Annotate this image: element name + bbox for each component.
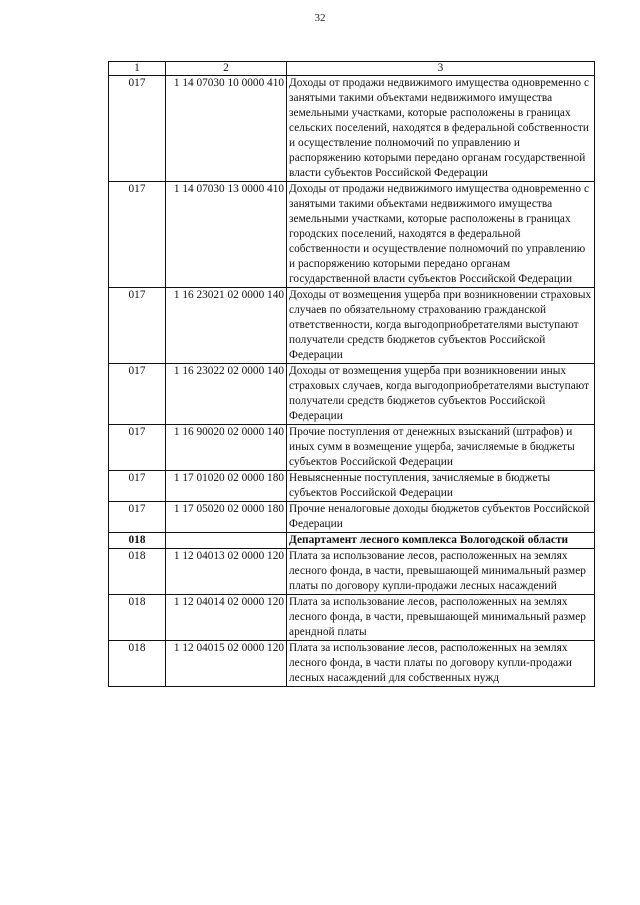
table-row bbox=[109, 641, 595, 687]
revenue-code-cell: 1 16 90020 02 0000 140 bbox=[166, 425, 287, 471]
table-body bbox=[109, 76, 595, 687]
page-number: 32 bbox=[314, 12, 326, 24]
column-header-2: 2 bbox=[166, 62, 287, 76]
column-header-1: 1 bbox=[109, 62, 166, 76]
table-row bbox=[109, 425, 595, 471]
admin-code-cell: 018 bbox=[109, 595, 166, 641]
admin-code-cell: 017 bbox=[109, 425, 166, 471]
revenue-name-cell: Прочие поступления от денежных взысканий (штрафов) и иных сумм в возмещение ущерба, зачисляемые в бюджеты субъектов Российской Федерации bbox=[287, 425, 595, 471]
revenue-name-cell: Доходы от продажи недвижимого имущества одновременно с занятыми такими объектами недвижимого имущества земельными участками, которые расположены в границах сельских поселений, находятся в федеральной собственности и осуществление полномочий по управлению и распоряжению которыми передано органам государственной власти субъектов Российской Федерации bbox=[287, 76, 595, 182]
revenue-code-cell: 1 12 04013 02 0000 120 bbox=[166, 549, 287, 595]
revenue-name-cell: Плата за использование лесов, расположенных на землях лесного фонда, в части платы по договору купли-продажи лесных насаждений для собственных нужд bbox=[287, 641, 595, 687]
revenue-code-cell: 1 17 01020 02 0000 180 bbox=[166, 471, 287, 502]
table-row bbox=[109, 549, 595, 595]
revenue-code-cell: 1 14 07030 13 0000 410 bbox=[166, 182, 287, 288]
admin-code-cell: 018 bbox=[109, 549, 166, 595]
admin-code-cell: 017 bbox=[109, 76, 166, 182]
revenue-name-cell: Доходы от продажи недвижимого имущества одновременно с занятыми такими объектами недвижимого имущества земельными участками, которые расположены в границах городских поселений, находятся в федеральной собственности и осуществление полномочий по управлению и распоряжению которыми передано органам государственной власти субъектов Российской Федерации bbox=[287, 182, 595, 288]
header-row bbox=[109, 62, 595, 76]
table-row bbox=[109, 502, 595, 533]
admin-code-cell: 018 bbox=[109, 641, 166, 687]
revenue-name-cell: Плата за использование лесов, расположенных на землях лесного фонда, в части, превышающей минимальный размер арендной платы bbox=[287, 595, 595, 641]
department-name-cell: Департамент лесного комплекса Вологодской области bbox=[287, 533, 595, 549]
revenue-codes-table bbox=[108, 61, 595, 687]
table-row bbox=[109, 471, 595, 502]
revenue-code-cell: 1 16 23021 02 0000 140 bbox=[166, 288, 287, 364]
admin-code-cell: 017 bbox=[109, 502, 166, 533]
revenue-code-cell: 1 14 07030 10 0000 410 bbox=[166, 76, 287, 182]
admin-code-cell: 017 bbox=[109, 288, 166, 364]
revenue-code-cell: 1 12 04014 02 0000 120 bbox=[166, 595, 287, 641]
admin-code-cell: 017 bbox=[109, 471, 166, 502]
table-row bbox=[109, 76, 595, 182]
admin-code-cell: 017 bbox=[109, 182, 166, 288]
revenue-name-cell: Доходы от возмещения ущерба при возникновении иных страховых случаев, когда выгодоприобретателями выступают получатели средств бюджетов субъектов Российской Федерации bbox=[287, 364, 595, 425]
column-header-3: 3 bbox=[287, 62, 595, 76]
section-heading-row bbox=[109, 533, 595, 549]
revenue-code-cell: 1 17 05020 02 0000 180 bbox=[166, 502, 287, 533]
admin-code-cell: 017 bbox=[109, 364, 166, 425]
table-row bbox=[109, 595, 595, 641]
table-row bbox=[109, 364, 595, 425]
table-header bbox=[109, 62, 595, 76]
table-row bbox=[109, 182, 595, 288]
revenue-code-cell: 1 12 04015 02 0000 120 bbox=[166, 641, 287, 687]
table-row bbox=[109, 288, 595, 364]
revenue-name-cell: Доходы от возмещения ущерба при возникновении страховых случаев по обязательному страхованию гражданской ответственности, когда выгодоприобретателями выступают получатели средств бюджетов субъектов Российской Федерации bbox=[287, 288, 595, 364]
revenue-name-cell: Плата за использование лесов, расположенных на землях лесного фонда, в части, превышающей минимальный размер платы по договору купли-продажи лесных насаждений bbox=[287, 549, 595, 595]
admin-code-cell: 018 bbox=[109, 533, 166, 549]
revenue-name-cell: Невыясненные поступления, зачисляемые в бюджеты субъектов Российской Федерации bbox=[287, 471, 595, 502]
revenue-code-cell bbox=[166, 533, 287, 549]
revenue-code-cell: 1 16 23022 02 0000 140 bbox=[166, 364, 287, 425]
revenue-name-cell: Прочие неналоговые доходы бюджетов субъектов Российской Федерации bbox=[287, 502, 595, 533]
